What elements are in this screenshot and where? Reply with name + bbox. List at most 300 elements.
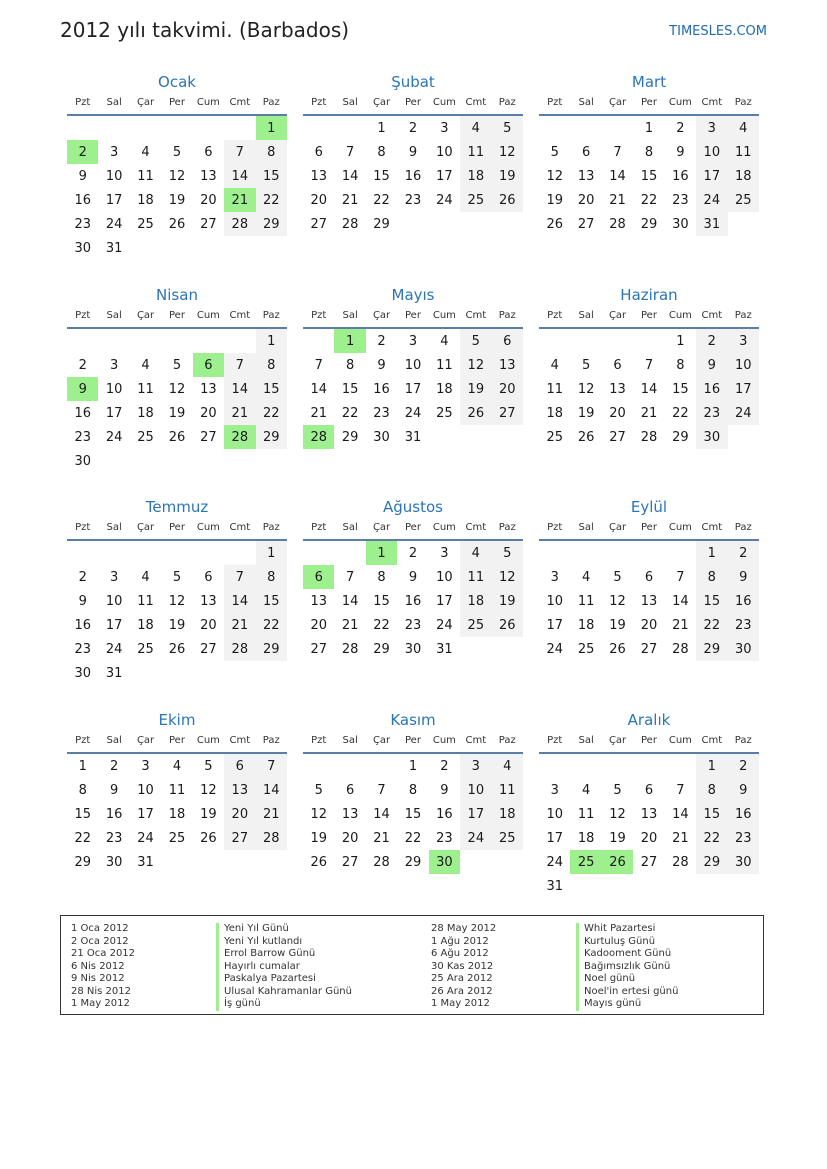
day-cell: 20: [492, 377, 523, 401]
weekday-label: Pzt: [67, 307, 98, 328]
day-cell: 31: [137, 854, 154, 870]
week-row: [539, 188, 759, 212]
day-cell: 8: [256, 565, 287, 589]
day-cell: 4: [728, 115, 759, 140]
month-grid: [303, 519, 523, 661]
month-calendar: [303, 285, 523, 445]
day-cell: 26: [168, 216, 186, 232]
day-cell: 16: [74, 617, 91, 633]
day-cell: 1: [256, 328, 287, 353]
week-row: [67, 164, 287, 188]
legend-holiday-name: Errol Barrow Günü: [216, 948, 352, 961]
day-cell: 3: [141, 758, 150, 774]
weekday-label: Çar: [366, 94, 397, 115]
day-cell: 28: [341, 216, 359, 232]
day-cell: 31: [696, 212, 727, 236]
week-row: [539, 115, 759, 140]
day-cell: 9: [408, 144, 418, 160]
day-cell: 29: [256, 637, 287, 661]
empty-cell: [98, 540, 129, 565]
day-cell: 5: [492, 115, 523, 140]
empty-cell: [161, 449, 192, 473]
legend-holiday-name: Hayırlı cumalar: [216, 961, 352, 974]
weekday-label: Paz: [728, 94, 759, 115]
weekday-header-row: [303, 307, 523, 328]
weekday-label: Paz: [728, 732, 759, 753]
day-cell: 11: [137, 381, 154, 397]
day-cell: 25: [728, 188, 759, 212]
day-cell: 7: [613, 144, 622, 160]
empty-cell: [633, 753, 664, 778]
empty-cell: [98, 328, 129, 353]
day-cell: 4: [141, 569, 150, 585]
month-calendar: [67, 497, 287, 681]
week-row: [539, 850, 759, 874]
day-cell: 15: [373, 593, 390, 609]
day-cell: 20: [200, 617, 217, 633]
weekday-label: Per: [397, 519, 428, 540]
day-cell: 11: [492, 778, 523, 802]
day-cell: 2: [440, 758, 449, 774]
empty-cell: [224, 115, 255, 140]
day-cell: 2: [78, 569, 87, 585]
day-cell: 11: [577, 593, 595, 609]
day-cell: 1: [696, 540, 727, 565]
day-cell: 5: [172, 357, 182, 373]
day-cell: 4: [460, 540, 491, 565]
week-row: [67, 115, 287, 140]
week-row: [539, 753, 759, 778]
day-cell: 31: [546, 878, 563, 894]
day-cell: 11: [728, 140, 759, 164]
empty-cell: [256, 661, 287, 685]
day-cell: 20: [200, 405, 217, 421]
day-cell: 19: [492, 589, 523, 613]
day-cell: 5: [172, 144, 182, 160]
legend-names-col-2: [576, 923, 678, 1011]
weekday-label: Cmt: [696, 519, 727, 540]
day-cell: 4: [492, 753, 523, 778]
day-cell: 20: [341, 830, 359, 846]
empty-cell: [602, 874, 633, 898]
weekday-label: Pzt: [67, 732, 98, 753]
day-cell: 30: [728, 637, 759, 661]
weekday-label: Cum: [665, 307, 696, 328]
page-title: 2012 yılı takvimi. (Barbados): [60, 18, 350, 42]
day-cell: 12: [546, 168, 563, 184]
week-row: [303, 826, 523, 850]
day-cell: 24: [436, 617, 453, 633]
day-cell: 12: [460, 353, 491, 377]
day-cell: 16: [404, 168, 422, 184]
day-cell: 24: [137, 830, 154, 846]
empty-cell: [334, 540, 365, 565]
day-cell: 3: [550, 782, 559, 798]
empty-cell: [665, 874, 696, 898]
day-cell: 21: [609, 192, 626, 208]
day-cell: 12: [577, 381, 595, 397]
day-cell: 3: [109, 144, 119, 160]
weekday-label: Per: [161, 519, 192, 540]
month-name: Ocak: [158, 73, 196, 91]
day-cell: 28: [672, 854, 689, 870]
day-cell: 29: [256, 425, 287, 449]
day-cell: 16: [436, 806, 453, 822]
day-cell: 21: [256, 802, 287, 826]
weekday-header-row: [303, 732, 523, 753]
day-cell: 30: [404, 641, 422, 657]
empty-cell: [570, 753, 601, 778]
day-cell: 26: [460, 401, 491, 425]
day-cell: 27: [341, 854, 359, 870]
day-cell: 23: [672, 192, 689, 208]
day-cell: 8: [408, 782, 418, 798]
empty-cell: [492, 425, 523, 449]
day-cell: 3: [109, 357, 119, 373]
day-cell: 28: [224, 425, 255, 449]
day-cell: 24: [436, 192, 453, 208]
day-cell: 22: [696, 826, 727, 850]
day-cell: 2: [377, 333, 386, 349]
empty-cell: [130, 661, 161, 685]
empty-cell: [193, 540, 224, 565]
weekday-label: Cmt: [460, 94, 491, 115]
empty-cell: [161, 115, 192, 140]
day-cell: 7: [676, 782, 685, 798]
day-cell: 20: [200, 192, 217, 208]
day-cell: 20: [640, 617, 658, 633]
day-cell: 7: [224, 565, 255, 589]
day-cell: 3: [440, 545, 449, 561]
month-name: Eylül: [630, 498, 668, 516]
week-row: [303, 589, 523, 613]
day-cell: 8: [676, 357, 685, 373]
weekday-label: Sal: [570, 94, 601, 115]
day-cell: 19: [492, 164, 523, 188]
day-cell: 13: [200, 168, 217, 184]
day-cell: 29: [640, 216, 658, 232]
day-cell: 11: [137, 168, 154, 184]
empty-cell: [67, 328, 98, 353]
day-cell: 21: [224, 401, 255, 425]
weekday-label: Cmt: [224, 519, 255, 540]
weekday-label: Per: [633, 519, 664, 540]
day-cell: 15: [74, 806, 91, 822]
day-cell: 15: [696, 802, 727, 826]
weekday-label: Pzt: [303, 732, 334, 753]
day-cell: 5: [314, 782, 323, 798]
day-cell: 3: [550, 569, 559, 585]
week-row: [67, 188, 287, 212]
empty-cell: [193, 236, 224, 260]
day-cell: 13: [640, 593, 658, 609]
weekday-label: Çar: [130, 307, 161, 328]
week-row: [539, 613, 759, 637]
day-cell: 3: [696, 115, 727, 140]
weekday-label: Cmt: [460, 732, 491, 753]
empty-cell: [193, 115, 224, 140]
empty-cell: [728, 874, 759, 898]
day-cell: 13: [341, 806, 359, 822]
day-cell: 15: [341, 381, 359, 397]
day-cell: 25: [460, 613, 491, 637]
day-cell: 13: [310, 168, 327, 184]
week-row: [303, 753, 523, 778]
site-link[interactable]: TIMESLES.COM: [669, 24, 767, 39]
day-cell: 1: [366, 540, 397, 565]
empty-cell: [303, 540, 334, 565]
day-cell: 26: [609, 641, 626, 657]
week-row: [67, 377, 287, 401]
day-cell: 24: [105, 641, 123, 657]
legend-date: 25 Ara 2012: [431, 973, 493, 984]
day-cell: 3: [109, 569, 119, 585]
day-cell: 14: [224, 164, 255, 188]
day-cell: 9: [408, 569, 418, 585]
day-cell: 22: [404, 830, 422, 846]
day-cell: 12: [492, 140, 523, 164]
day-cell: 17: [460, 802, 491, 826]
day-cell: 14: [310, 381, 327, 397]
legend-holiday-name: Yeni Yıl kutlandı: [216, 936, 352, 949]
day-cell: 4: [141, 357, 150, 373]
weekday-label: Çar: [366, 307, 397, 328]
empty-cell: [224, 449, 255, 473]
day-cell: 19: [609, 830, 626, 846]
day-cell: 14: [341, 168, 359, 184]
day-cell: 15: [373, 168, 390, 184]
day-cell: 6: [613, 357, 622, 373]
legend-date: 6 Ağu 2012: [431, 948, 489, 959]
weekday-label: Per: [161, 732, 192, 753]
day-cell: 4: [550, 357, 559, 373]
day-cell: 25: [137, 429, 154, 445]
day-cell: 29: [696, 850, 727, 874]
day-cell: 8: [256, 353, 287, 377]
day-cell: 29: [373, 641, 390, 657]
weekday-label: Per: [397, 732, 428, 753]
day-cell: 25: [570, 850, 601, 874]
day-cell: 6: [303, 565, 334, 589]
weekday-label: Çar: [130, 732, 161, 753]
month-calendar: [303, 497, 523, 657]
day-cell: 17: [105, 192, 123, 208]
day-cell: 26: [200, 830, 217, 846]
weekday-label: Per: [397, 307, 428, 328]
day-cell: 5: [492, 540, 523, 565]
legend-holiday-name: Yeni Yıl Günü: [216, 923, 352, 936]
legend-holiday-name: Bağımsızlık Günü: [576, 961, 678, 974]
day-cell: 1: [644, 120, 654, 136]
week-row: [303, 613, 523, 637]
day-cell: 9: [78, 593, 87, 609]
day-cell: 4: [581, 569, 591, 585]
week-row: [67, 353, 287, 377]
weekday-label: Pzt: [539, 732, 570, 753]
day-cell: 5: [460, 328, 491, 353]
day-cell: 11: [436, 357, 453, 373]
weekday-label: Çar: [602, 732, 633, 753]
day-cell: 22: [256, 613, 287, 637]
legend-date: 1 Ağu 2012: [431, 935, 489, 947]
weekday-label: Pzt: [539, 519, 570, 540]
weekday-label: Paz: [492, 307, 523, 328]
day-cell: 19: [546, 192, 563, 208]
day-cell: 26: [602, 850, 633, 874]
day-cell: 10: [105, 168, 123, 184]
week-row: [67, 401, 287, 425]
week-row: [67, 236, 287, 260]
weekday-label: Cmt: [460, 519, 491, 540]
empty-cell: [224, 661, 255, 685]
day-cell: 4: [440, 333, 449, 349]
day-cell: 2: [408, 545, 418, 561]
empty-cell: [429, 425, 460, 449]
day-cell: 7: [644, 357, 654, 373]
week-row: [67, 826, 287, 850]
empty-cell: [130, 236, 161, 260]
day-cell: 8: [377, 144, 386, 160]
day-cell: 27: [310, 641, 327, 657]
day-cell: 3: [728, 328, 759, 353]
day-cell: 2: [676, 120, 685, 136]
weekday-label: Cmt: [460, 307, 491, 328]
weekday-label: Cmt: [696, 94, 727, 115]
day-cell: 5: [204, 758, 213, 774]
empty-cell: [602, 115, 633, 140]
day-cell: 19: [168, 617, 186, 633]
day-cell: 21: [341, 617, 359, 633]
day-cell: 23: [74, 641, 91, 657]
day-cell: 13: [640, 806, 658, 822]
day-cell: 7: [676, 569, 685, 585]
empty-cell: [728, 425, 759, 449]
day-cell: 27: [200, 429, 217, 445]
day-cell: 18: [728, 164, 759, 188]
weekday-label: Pzt: [67, 519, 98, 540]
legend-date: 1 Oca 2012: [71, 923, 129, 934]
month-calendar: [303, 72, 523, 232]
empty-cell: [460, 425, 491, 449]
day-cell: 29: [672, 429, 689, 445]
day-cell: 25: [577, 641, 595, 657]
day-cell: 28: [256, 826, 287, 850]
day-cell: 4: [460, 115, 491, 140]
day-cell: 23: [373, 405, 390, 421]
day-cell: 11: [168, 782, 186, 798]
day-cell: 1: [408, 758, 418, 774]
day-cell: 1: [334, 328, 365, 353]
day-cell: 4: [581, 782, 591, 798]
day-cell: 6: [644, 782, 654, 798]
day-cell: 29: [696, 637, 727, 661]
day-cell: 6: [193, 353, 224, 377]
weekday-label: Cum: [193, 519, 224, 540]
day-cell: 13: [224, 778, 255, 802]
week-row: [303, 401, 523, 425]
day-cell: 13: [310, 593, 327, 609]
day-cell: 12: [200, 782, 217, 798]
day-cell: 17: [436, 593, 453, 609]
legend-date: 21 Oca 2012: [71, 948, 136, 959]
legend-date: 1 May 2012: [431, 998, 490, 1009]
day-cell: 2: [728, 540, 759, 565]
weekday-label: Paz: [492, 519, 523, 540]
day-cell: 17: [546, 830, 563, 846]
empty-cell: [193, 850, 224, 874]
week-row: [539, 565, 759, 589]
day-cell: 30: [74, 453, 91, 469]
day-cell: 30: [74, 240, 91, 256]
month-grid: [539, 94, 759, 236]
day-cell: 28: [640, 429, 658, 445]
day-cell: 27: [640, 854, 658, 870]
day-cell: 22: [672, 405, 689, 421]
day-cell: 20: [224, 802, 255, 826]
day-cell: 22: [373, 617, 390, 633]
empty-cell: [602, 540, 633, 565]
day-cell: 15: [640, 168, 658, 184]
day-cell: 12: [168, 593, 186, 609]
weekday-label: Cum: [665, 732, 696, 753]
day-cell: 18: [492, 802, 523, 826]
empty-cell: [492, 850, 523, 874]
weekday-label: Çar: [130, 94, 161, 115]
legend-dates-col-2: [431, 923, 496, 1011]
empty-cell: [303, 115, 334, 140]
day-cell: 9: [67, 377, 98, 401]
day-cell: 16: [74, 192, 91, 208]
week-row: [303, 328, 523, 353]
holiday-legend: [60, 915, 764, 1015]
weekday-label: Çar: [130, 519, 161, 540]
day-cell: 2: [728, 753, 759, 778]
day-cell: 23: [105, 830, 123, 846]
week-row: [67, 613, 287, 637]
month-name: Haziran: [620, 286, 678, 304]
empty-cell: [570, 328, 601, 353]
day-cell: 15: [672, 381, 689, 397]
day-cell: 27: [200, 641, 217, 657]
day-cell: 8: [78, 782, 87, 798]
week-row: [539, 353, 759, 377]
day-cell: 29: [74, 854, 91, 870]
day-cell: 9: [78, 168, 87, 184]
month-grid: [67, 732, 287, 874]
legend-names-col-1: [216, 923, 352, 1011]
weekday-label: Per: [633, 94, 664, 115]
week-row: [539, 589, 759, 613]
empty-cell: [303, 328, 334, 353]
day-cell: 10: [436, 144, 453, 160]
legend-holiday-name: Paskalya Pazartesi: [216, 973, 352, 986]
empty-cell: [665, 753, 696, 778]
month-grid: [303, 307, 523, 449]
day-cell: 23: [696, 401, 727, 425]
day-cell: 10: [105, 381, 123, 397]
day-cell: 13: [200, 593, 217, 609]
day-cell: 16: [105, 806, 123, 822]
weekday-label: Pzt: [67, 94, 98, 115]
day-cell: 10: [728, 353, 759, 377]
week-row: [67, 449, 287, 473]
day-cell: 22: [341, 405, 359, 421]
day-cell: 26: [492, 613, 523, 637]
weekday-header-row: [539, 307, 759, 328]
weekday-label: Paz: [256, 519, 287, 540]
day-cell: 6: [492, 328, 523, 353]
day-cell: 14: [640, 381, 658, 397]
